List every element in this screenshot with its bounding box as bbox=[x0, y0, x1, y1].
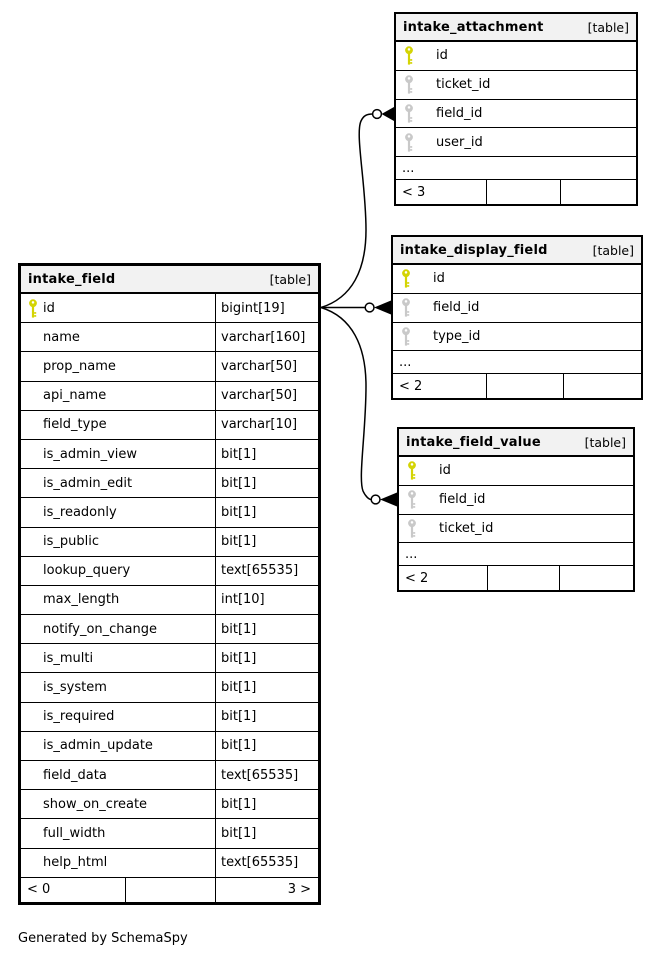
column-name: type_id bbox=[433, 328, 481, 344]
key-glyph bbox=[407, 461, 417, 480]
column-row-is_readonly[interactable] bbox=[21, 498, 318, 527]
column-row-ticket_id[interactable] bbox=[399, 515, 633, 544]
column-row-is_admin_view[interactable] bbox=[21, 440, 318, 469]
column-type: int[10] bbox=[215, 586, 318, 614]
crowfoot-arrowhead bbox=[374, 301, 391, 315]
column-name: id bbox=[43, 300, 55, 316]
column-name: notify_on_change bbox=[43, 621, 157, 637]
key-glyph bbox=[404, 133, 414, 152]
column-row-is_required[interactable] bbox=[21, 703, 318, 732]
table-header[interactable] bbox=[21, 266, 318, 294]
column-type: bigint[19] bbox=[215, 294, 318, 322]
foreign-key-icon bbox=[396, 75, 436, 94]
footer-children-count: < 0 bbox=[27, 882, 51, 898]
more-columns-ellipsis: ... bbox=[393, 351, 641, 374]
column-row-field_id[interactable] bbox=[396, 100, 636, 129]
zero-cardinality-circle bbox=[373, 110, 382, 119]
key-glyph bbox=[404, 46, 414, 65]
footer-spacer-cell bbox=[125, 878, 215, 902]
footer-children-count: < 2 bbox=[405, 570, 429, 586]
column-type: bit[1] bbox=[215, 703, 318, 731]
column-type: bit[1] bbox=[215, 440, 318, 468]
key-glyph bbox=[401, 327, 411, 346]
table-footer bbox=[396, 180, 636, 204]
schemaspy-credit: Generated by SchemaSpy bbox=[18, 931, 188, 946]
footer-parents-count bbox=[559, 566, 633, 590]
key-glyph bbox=[401, 298, 411, 317]
footer-spacer-cell bbox=[486, 374, 563, 398]
table-name[interactable]: intake_attachment bbox=[403, 19, 544, 35]
table-intake_field[interactable] bbox=[18, 263, 321, 905]
column-type: bit[1] bbox=[215, 528, 318, 556]
column-name: show_on_create bbox=[43, 796, 148, 812]
column-name: field_id bbox=[439, 492, 486, 508]
column-name: name bbox=[43, 329, 80, 345]
column-type: varchar[10] bbox=[215, 411, 318, 439]
foreign-key-icon bbox=[399, 519, 439, 538]
column-name: is_public bbox=[43, 534, 99, 550]
foreign-key-icon bbox=[393, 327, 433, 346]
column-name: ticket_id bbox=[439, 520, 494, 536]
primary-key-icon bbox=[399, 461, 439, 480]
column-name: user_id bbox=[436, 134, 483, 150]
column-row-id[interactable] bbox=[393, 265, 641, 294]
footer-spacer-cell bbox=[486, 180, 560, 204]
column-name: is_system bbox=[43, 680, 107, 696]
column-name: lookup_query bbox=[43, 563, 131, 579]
column-name: ticket_id bbox=[436, 77, 491, 93]
table-header[interactable] bbox=[396, 14, 636, 42]
primary-key-icon bbox=[21, 299, 43, 318]
column-type: bit[1] bbox=[215, 819, 318, 847]
column-type: text[65535] bbox=[215, 557, 318, 585]
primary-key-icon bbox=[393, 269, 433, 288]
column-type: varchar[50] bbox=[215, 382, 318, 410]
column-type: varchar[160] bbox=[215, 323, 318, 351]
relationship-line bbox=[321, 308, 371, 500]
column-name: is_admin_edit bbox=[43, 475, 133, 491]
column-rows bbox=[393, 265, 641, 351]
column-row-show_on_create[interactable] bbox=[21, 790, 318, 819]
foreign-key-icon bbox=[396, 104, 436, 123]
column-row-field_id[interactable] bbox=[399, 486, 633, 515]
footer-parents-count: 3 > bbox=[215, 878, 318, 902]
footer-spacer-cell bbox=[487, 566, 560, 590]
table-intake_display_field[interactable] bbox=[391, 235, 643, 400]
column-name: field_data bbox=[43, 767, 107, 783]
column-row-is_system[interactable] bbox=[21, 673, 318, 702]
column-name: id bbox=[433, 271, 445, 287]
table-footer bbox=[399, 566, 633, 590]
column-type: bit[1] bbox=[215, 615, 318, 643]
table-header[interactable] bbox=[393, 237, 641, 265]
table-intake_field_value[interactable] bbox=[397, 427, 635, 592]
key-glyph bbox=[28, 299, 38, 318]
column-name: api_name bbox=[43, 388, 107, 404]
column-row-id[interactable] bbox=[21, 294, 318, 323]
column-row-full_width[interactable] bbox=[21, 819, 318, 848]
column-name: field_id bbox=[433, 300, 480, 316]
column-name: field_type bbox=[43, 417, 107, 433]
key-glyph bbox=[407, 490, 417, 509]
column-rows bbox=[396, 42, 636, 157]
column-type: bit[1] bbox=[215, 498, 318, 526]
relationship-line bbox=[321, 114, 373, 308]
column-row-is_admin_update[interactable] bbox=[21, 732, 318, 761]
column-row-help_html[interactable] bbox=[21, 849, 318, 878]
table-type-badge: [table] bbox=[587, 19, 629, 35]
column-type: text[65535] bbox=[215, 761, 318, 789]
column-type: bit[1] bbox=[215, 673, 318, 701]
column-row-notify_on_change[interactable] bbox=[21, 615, 318, 644]
column-name: is_readonly bbox=[43, 504, 117, 520]
column-name: prop_name bbox=[43, 358, 116, 374]
table-name[interactable]: intake_field_value bbox=[406, 434, 541, 450]
column-type: varchar[50] bbox=[215, 352, 318, 380]
table-name[interactable]: intake_field bbox=[28, 271, 116, 287]
footer-parents-count bbox=[560, 180, 636, 204]
key-glyph bbox=[407, 519, 417, 538]
table-name[interactable]: intake_display_field bbox=[400, 242, 548, 258]
foreign-key-icon bbox=[393, 298, 433, 317]
footer-children-count: < 2 bbox=[399, 378, 423, 394]
zero-cardinality-circle bbox=[371, 495, 380, 504]
column-name: max_length bbox=[43, 592, 120, 608]
column-name: is_required bbox=[43, 709, 115, 725]
more-columns-ellipsis: ... bbox=[399, 543, 633, 566]
crowfoot-arrowhead bbox=[382, 107, 395, 121]
table-type-badge: [table] bbox=[592, 242, 634, 258]
column-name: id bbox=[439, 463, 451, 479]
key-glyph bbox=[404, 75, 414, 94]
footer-parents-count bbox=[563, 374, 641, 398]
table-header[interactable] bbox=[399, 429, 633, 457]
key-glyph bbox=[404, 104, 414, 123]
crowfoot-arrowhead bbox=[380, 493, 397, 507]
foreign-key-icon bbox=[396, 133, 436, 152]
column-name: full_width bbox=[43, 825, 106, 841]
column-type: bit[1] bbox=[215, 732, 318, 760]
column-name: help_html bbox=[43, 855, 108, 871]
column-row-api_name[interactable] bbox=[21, 382, 318, 411]
column-row-field_data[interactable] bbox=[21, 761, 318, 790]
column-row-id[interactable] bbox=[396, 42, 636, 71]
column-row-max_length[interactable] bbox=[21, 586, 318, 615]
column-name: is_multi bbox=[43, 650, 94, 666]
table-intake_attachment[interactable] bbox=[394, 12, 638, 206]
footer-children-count: < 3 bbox=[402, 184, 426, 200]
table-footer bbox=[21, 878, 318, 902]
column-row-field_type[interactable] bbox=[21, 411, 318, 440]
column-row-field_id[interactable] bbox=[393, 294, 641, 323]
column-name: is_admin_update bbox=[43, 738, 153, 754]
column-row-name[interactable] bbox=[21, 323, 318, 352]
column-row-lookup_query[interactable] bbox=[21, 557, 318, 586]
column-name: field_id bbox=[436, 105, 483, 121]
table-type-badge: [table] bbox=[584, 434, 626, 450]
column-row-id[interactable] bbox=[399, 457, 633, 486]
column-rows bbox=[399, 457, 633, 543]
key-glyph bbox=[401, 269, 411, 288]
column-row-prop_name[interactable] bbox=[21, 352, 318, 381]
column-name: id bbox=[436, 48, 448, 64]
zero-cardinality-circle bbox=[365, 303, 374, 312]
column-row-user_id[interactable] bbox=[396, 128, 636, 157]
column-row-is_public[interactable] bbox=[21, 528, 318, 557]
column-type: bit[1] bbox=[215, 644, 318, 672]
foreign-key-icon bbox=[399, 490, 439, 509]
table-footer bbox=[393, 374, 641, 398]
table-type-badge: [table] bbox=[269, 271, 311, 287]
more-columns-ellipsis: ... bbox=[396, 157, 636, 180]
column-type: bit[1] bbox=[215, 790, 318, 818]
column-type: bit[1] bbox=[215, 469, 318, 497]
column-row-ticket_id[interactable] bbox=[396, 71, 636, 100]
column-row-is_admin_edit[interactable] bbox=[21, 469, 318, 498]
column-rows bbox=[21, 294, 318, 878]
column-row-type_id[interactable] bbox=[393, 323, 641, 352]
column-type: text[65535] bbox=[215, 849, 318, 877]
column-row-is_multi[interactable] bbox=[21, 644, 318, 673]
primary-key-icon bbox=[396, 46, 436, 65]
column-name: is_admin_view bbox=[43, 446, 138, 462]
